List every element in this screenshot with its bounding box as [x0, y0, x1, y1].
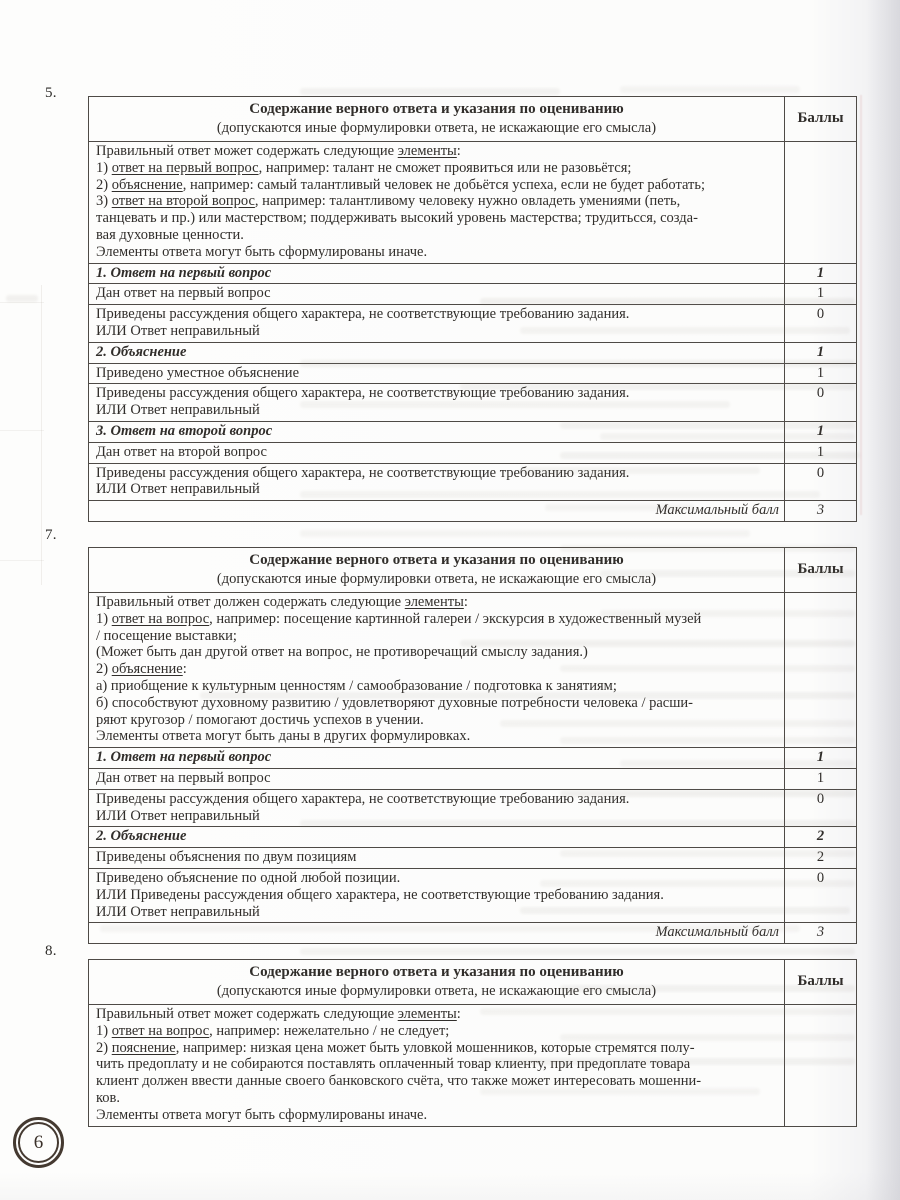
- underlined-term: ответ на вопрос: [111, 1022, 210, 1039]
- content-cell: [89, 1005, 785, 1127]
- table-row: [89, 593, 857, 748]
- underlined-term: ответ на вопрос: [111, 610, 210, 627]
- text-segment: , например: самый талантливый человек не добьётся успеха, если не будет работать;: [182, 176, 706, 193]
- content-line: [96, 628, 776, 645]
- content-line: [96, 695, 776, 712]
- content-line: [96, 661, 776, 678]
- score-cell: [785, 142, 857, 264]
- table-row: [89, 923, 857, 944]
- table-row: [89, 442, 857, 463]
- text-segment: / посещение выставки;: [96, 627, 237, 644]
- page-number-circle: [13, 1117, 64, 1168]
- header-subtitle: (допускаются иные формулировки ответа, не искажающие его смысла): [216, 982, 657, 999]
- score-cell: 1: [785, 421, 857, 442]
- text-segment: Элементы ответа могут быть сформулированы иначе.: [96, 1106, 428, 1123]
- table-row: [89, 463, 857, 501]
- text-segment: 1): [96, 159, 112, 176]
- text-segment: 3): [96, 193, 112, 210]
- content-line: [96, 210, 776, 227]
- content-cell: 1. Ответ на первый вопрос: [89, 263, 785, 284]
- text-segment: клиент должен ввести данные своего банковского счёта, что также может интересовать мошенни-: [96, 1073, 702, 1090]
- content-cell: Приведены рассуждения общего характера, не соответствующие требованию задания. ИЛИ Ответ неправильный: [89, 305, 785, 343]
- underlined-term: элементы: [397, 143, 457, 159]
- score-cell: 1: [785, 263, 857, 284]
- table-row: [89, 848, 857, 869]
- item-8-section: [45, 943, 857, 1127]
- score-cell: [785, 593, 857, 748]
- text-segment: , например: нежелательно / не следует;: [209, 1022, 450, 1039]
- content-line: [96, 143, 776, 160]
- content-cell: Приведены рассуждения общего характера, не соответствующие требованию задания. ИЛИ Ответ неправильный: [89, 463, 785, 501]
- content-line: [96, 594, 776, 611]
- item-number: 8.: [45, 943, 57, 959]
- content-line: [96, 244, 776, 261]
- score-header-cell: Баллы: [785, 960, 857, 1005]
- underlined-term: объяснение: [111, 176, 183, 193]
- content-line: [96, 227, 776, 244]
- content-cell: Дан ответ на второй вопрос: [89, 442, 785, 463]
- underlined-term: пояснение: [111, 1039, 176, 1056]
- content-cell: 1. Ответ на первый вопрос: [89, 748, 785, 769]
- text-segment: , например: низкая цена может быть уловкой мошенников, которые стремятся полу-: [175, 1039, 695, 1056]
- content-cell: Дан ответ на первый вопрос: [89, 768, 785, 789]
- score-cell: 1: [785, 284, 857, 305]
- table-header-row: [89, 97, 857, 142]
- content-cell: Максимальный балл: [89, 923, 785, 944]
- content-cell: Приведены рассуждения общего характера, не соответствующие требованию задания. ИЛИ Ответ неправильный: [89, 384, 785, 422]
- text-segment: ряют кругозор / помогают достичь успехов в учении.: [96, 711, 424, 728]
- score-cell: 2: [785, 827, 857, 848]
- table-row: [89, 363, 857, 384]
- content-line: [96, 1073, 776, 1090]
- score-cell: 3: [785, 923, 857, 944]
- content-cell: Максимальный балл: [89, 501, 785, 522]
- content-line: [96, 1006, 776, 1023]
- score-cell: 1: [785, 363, 857, 384]
- content-line: [96, 1056, 776, 1073]
- text-segment: :: [456, 1006, 461, 1022]
- text-segment: 2): [96, 661, 112, 678]
- text-segment: вая духовные ценности.: [96, 226, 244, 243]
- text-segment: Элементы ответа могут быть сформулированы иначе.: [96, 243, 428, 260]
- header-content-cell: [89, 97, 785, 142]
- table-row: [89, 768, 857, 789]
- text-segment: 2): [96, 176, 112, 193]
- text-segment: танцевать и пр.) или мастерством; поддерживать высокий уровень мастерства; трудитьсся, созда-: [96, 210, 698, 227]
- score-cell: 1: [785, 768, 857, 789]
- text-segment: Правильный ответ может содержать следующие: [96, 1006, 398, 1022]
- table-row: [89, 1005, 857, 1127]
- text-segment: чить предоплату и не собираются поставлять оплаченный товар клиенту, при предоплате товара: [96, 1056, 691, 1073]
- content-cell: [89, 142, 785, 264]
- page-edge-shade: [866, 0, 900, 1200]
- score-cell: 0: [785, 384, 857, 422]
- content-cell: Приведено объяснение по одной любой позиции. ИЛИ Приведены рассуждения общего характера, не соответствующие требованию задания. ИЛИ Ответ неправильный: [89, 868, 785, 922]
- content-cell: 2. Объяснение: [89, 342, 785, 363]
- item-5-table-mount: [88, 96, 857, 522]
- text-segment: Элементы ответа могут быть даны в других формулировках.: [96, 728, 471, 745]
- criteria-table: [88, 547, 857, 944]
- underlined-term: ответ на первый вопрос: [111, 159, 259, 176]
- underlined-term: элементы: [397, 1006, 457, 1022]
- bleed-through-line: [0, 430, 44, 431]
- content-line: [96, 1040, 776, 1057]
- score-cell: 0: [785, 868, 857, 922]
- item-5-section: [45, 85, 857, 522]
- content-line: [96, 644, 776, 661]
- content-line: [96, 1023, 776, 1040]
- table-header-row: [89, 548, 857, 593]
- score-cell: 0: [785, 463, 857, 501]
- underlined-term: ответ на второй вопрос: [111, 193, 255, 210]
- table-row: [89, 263, 857, 284]
- score-cell: 2: [785, 848, 857, 869]
- content-cell: [89, 593, 785, 748]
- content-line: [96, 1107, 776, 1124]
- content-line: [96, 1090, 776, 1107]
- table-row: [89, 827, 857, 848]
- table-row: [89, 789, 857, 827]
- score-cell: 3: [785, 501, 857, 522]
- text-segment: , например: талант не сможет проявиться или не разовьётся;: [258, 159, 632, 176]
- text-segment: б) способствуют духовному развитию / удовлетворяют духовные потребности человека / расши-: [96, 694, 693, 711]
- item-number: 5.: [45, 85, 57, 101]
- content-line: [96, 678, 776, 695]
- text-segment: :: [182, 661, 187, 678]
- score-cell: 1: [785, 442, 857, 463]
- text-segment: , например: посещение картинной галереи / экскурсия в художественный музей: [209, 610, 702, 627]
- header-subtitle: (допускаются иные формулировки ответа, не искажающие его смысла): [216, 119, 657, 136]
- score-header-cell: Баллы: [785, 97, 857, 142]
- table-row: [89, 868, 857, 922]
- underlined-term: элементы: [404, 594, 464, 610]
- text-segment: :: [463, 594, 468, 610]
- item-7-table-mount: [88, 547, 857, 944]
- bleed-through-artifact: [6, 295, 38, 302]
- content-cell: Дан ответ на первый вопрос: [89, 284, 785, 305]
- criteria-table: [88, 959, 857, 1127]
- score-cell: 1: [785, 748, 857, 769]
- text-segment: 2): [96, 1039, 112, 1056]
- item-8-table-mount: [88, 959, 857, 1127]
- criteria-table: [88, 96, 857, 522]
- header-subtitle: (допускаются иные формулировки ответа, не искажающие его смысла): [216, 570, 657, 587]
- score-cell: 0: [785, 305, 857, 343]
- text-segment: , например: талантливому человеку нужно овладеть умениями (петь,: [254, 193, 681, 210]
- header-content-cell: [89, 960, 785, 1005]
- page-number: 6: [18, 1122, 59, 1163]
- header-content-cell: [89, 548, 785, 593]
- score-cell: 0: [785, 789, 857, 827]
- content-cell: 2. Объяснение: [89, 827, 785, 848]
- underlined-term: объяснение: [111, 661, 183, 678]
- bleed-through-line: [0, 302, 44, 303]
- table-row: [89, 748, 857, 769]
- header-title: Содержание верного ответа и указания по оцениванию: [249, 964, 624, 980]
- content-line: [96, 712, 776, 729]
- table-header-row: [89, 960, 857, 1005]
- table-row: [89, 284, 857, 305]
- text-segment: ков.: [96, 1089, 121, 1106]
- content-cell: 3. Ответ на второй вопрос: [89, 421, 785, 442]
- text-segment: 1): [96, 610, 112, 627]
- header-title: Содержание верного ответа и указания по оцениванию: [249, 552, 624, 568]
- text-segment: Правильный ответ может содержать следующие: [96, 143, 398, 159]
- text-segment: а) приобщение к культурным ценностям / самообразование / подготовка к занятиям;: [96, 677, 617, 694]
- text-segment: :: [456, 143, 461, 159]
- item-7-section: [45, 527, 857, 944]
- table-row: [89, 305, 857, 343]
- content-line: [96, 611, 776, 628]
- score-cell: 1: [785, 342, 857, 363]
- content-line: [96, 728, 776, 745]
- table-row: [89, 421, 857, 442]
- header-title: Содержание верного ответа и указания по оцениванию: [249, 101, 624, 117]
- text-segment: Правильный ответ должен содержать следующие: [96, 594, 405, 610]
- content-line: [96, 160, 776, 177]
- text-segment: 1): [96, 1022, 112, 1039]
- bleed-through-line: [41, 285, 42, 585]
- content-line: [96, 177, 776, 194]
- ink-bleed-artifact: [860, 95, 862, 515]
- bleed-through-line: [0, 560, 44, 561]
- content-line: [96, 193, 776, 210]
- text-segment: (Может быть дан другой ответ на вопрос, не противоречащий смыслу задания.): [96, 644, 588, 661]
- content-cell: Приведены рассуждения общего характера, не соответствующие требованию задания. ИЛИ Ответ неправильный: [89, 789, 785, 827]
- content-cell: Приведено уместное объяснение: [89, 363, 785, 384]
- score-cell: [785, 1005, 857, 1127]
- table-row: [89, 142, 857, 264]
- table-row: [89, 384, 857, 422]
- item-number: 7.: [45, 527, 57, 543]
- table-row: [89, 501, 857, 522]
- content-cell: Приведены объяснения по двум позициям: [89, 848, 785, 869]
- table-row: [89, 342, 857, 363]
- page-bottom-shade: [0, 1172, 900, 1200]
- score-header-cell: Баллы: [785, 548, 857, 593]
